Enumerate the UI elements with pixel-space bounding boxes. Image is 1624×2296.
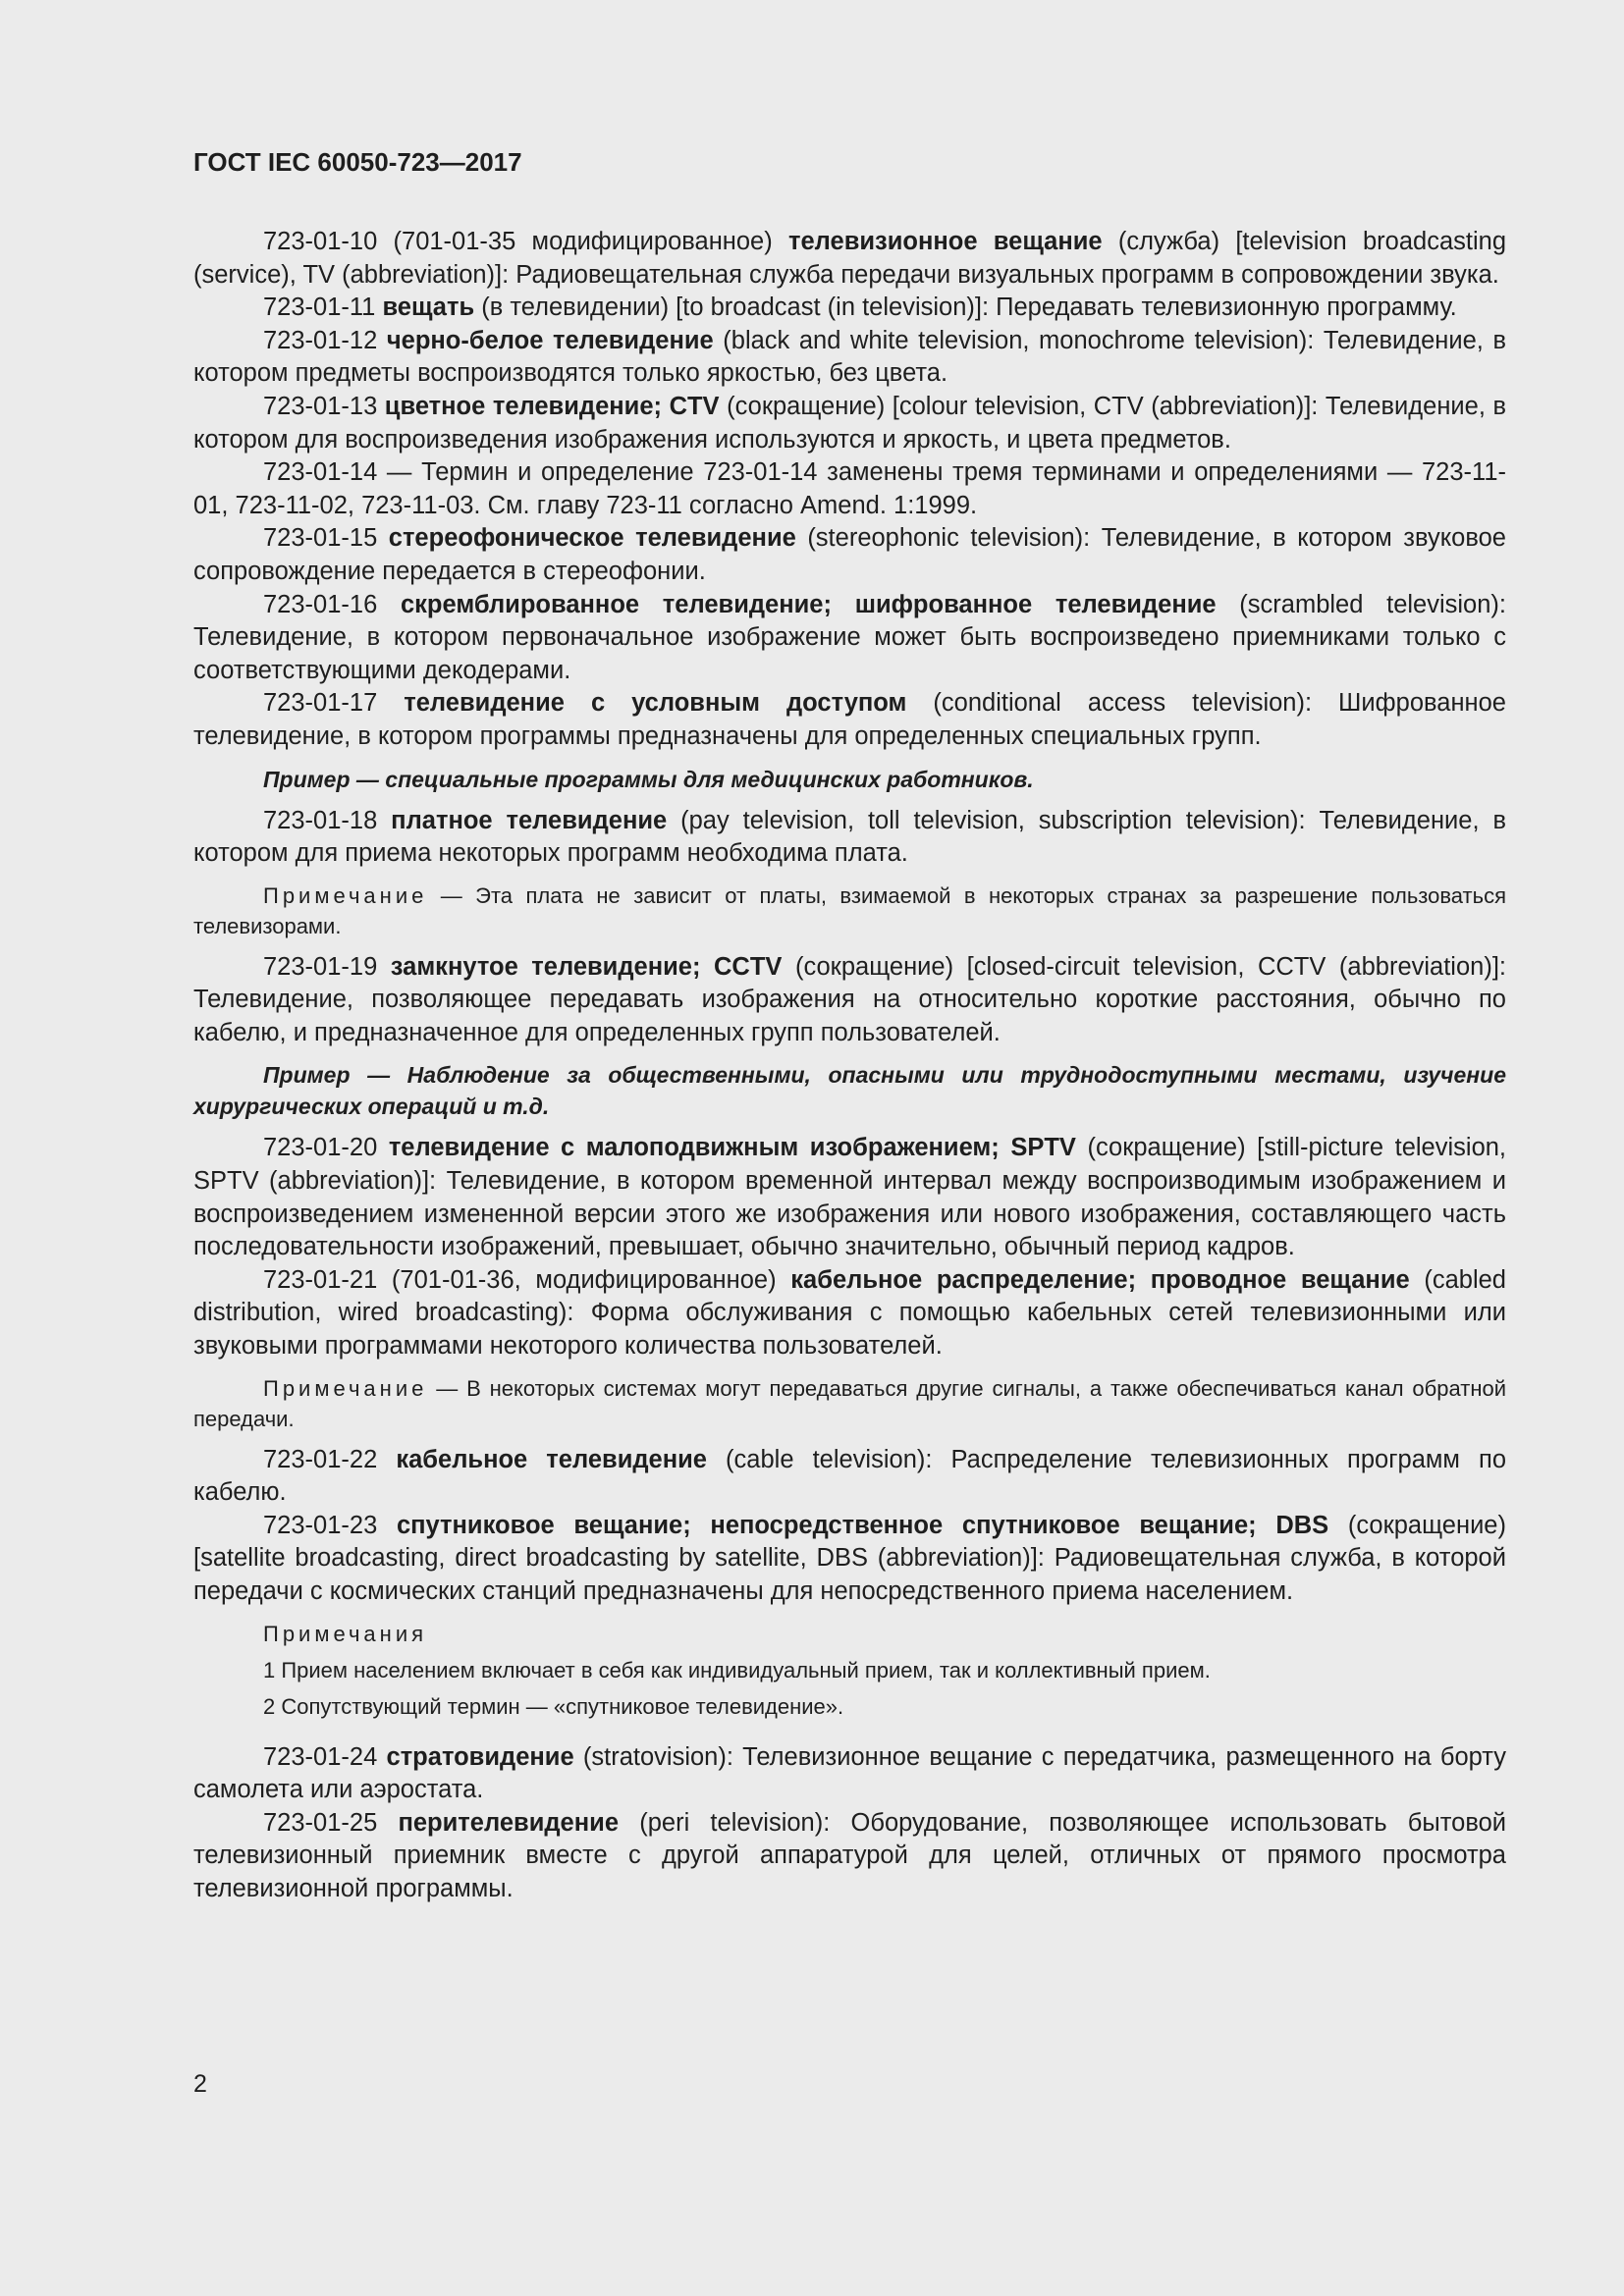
term-text: 723-01-13 xyxy=(263,392,385,420)
note-text: — В некоторых системах могут передаваться другие сигналы, а также обеспечиваться канал обратной передачи. xyxy=(193,1375,1506,1431)
term-text: (сокращение) [still-picture television, SPTV (abbreviation)]: Телевидение, в котором временной интервал между воспроизводимым изображением и воспроизведением измененной версии этого же изображения или нового изображения, составляющего часть последовательности изображений, превышает, обычно значительно, обычный период кадров. xyxy=(193,1134,1507,1261)
term-text: 723-01-18 xyxy=(263,806,392,834)
term-text: 723-01-22 xyxy=(263,1445,397,1473)
term-text: 723-01-25 xyxy=(263,1808,399,1837)
notes-label: Примечания xyxy=(263,1621,428,1646)
term-entry xyxy=(193,456,1506,522)
term-name: цветное телевидение; CTV xyxy=(384,392,720,420)
term-text: (pay television, toll television, subscription television): Телевидение, в котором для приема некоторых программ необходима плата. xyxy=(193,806,1506,868)
term-name: перителевидение xyxy=(398,1808,620,1837)
term-entry xyxy=(193,1264,1506,1363)
term-text: 723-01-19 xyxy=(263,952,391,981)
term-entry xyxy=(193,1444,1506,1510)
note-label: Примечание xyxy=(263,1375,428,1401)
note-label: Примечание xyxy=(263,882,428,908)
example-text: Пример — Наблюдение за общественными, опасными или труднодоступными местами, изучение хирургических операций и т.д. xyxy=(193,1062,1506,1120)
term-entry xyxy=(193,1741,1506,1807)
term-name: спутниковое вещание; непосредственное спутниковое вещание; DBS xyxy=(396,1511,1329,1539)
spacer xyxy=(193,1722,1506,1732)
term-text: (stratovision): Телевизионное вещание с передатчика, размещенного на борту самолета или аэростата. xyxy=(193,1742,1507,1804)
term-text: (scrambled television): Телевидение, в котором первоначальное изображение может быть воспроизведено приемниками только с соответствующими декодерами. xyxy=(193,590,1506,684)
note xyxy=(193,1373,1506,1434)
term-entry xyxy=(193,1132,1506,1263)
term-text: 723-01-24 xyxy=(263,1742,387,1771)
term-text: (сокращение) [closed-circuit television, CCTV (abbreviation)]: Телевидение, позволяющее передавать изображения на относительно короткие расстояния, обычно по кабелю, и предназначенное для определенных групп пользователей. xyxy=(193,952,1506,1046)
document-body xyxy=(193,226,1506,1906)
term-text: (сокращение) [satellite broadcasting, direct broadcasting by satellite, DBS (abbreviation)]: Радиовещательная служба, в которой передачи с космических станций предназначены для непосредственного приема населением. xyxy=(193,1511,1506,1605)
term-text: (peri television): Оборудование, позволяющее использовать бытовой телевизионный приемник вместе с другой аппаратурой для целей, отличных от прямого просмотра телевизионной программы. xyxy=(193,1808,1506,1902)
term-entry xyxy=(193,1807,1506,1906)
term-entry xyxy=(193,325,1506,391)
term-name: телевидение с условным доступом xyxy=(404,689,907,718)
term-text: 723-01-10 (701-01-35 модифицированное) xyxy=(263,228,788,255)
note-text: — Эта плата не зависит от платы, взимаемой в некоторых странах за разрешение пользоваться телевизорами. xyxy=(193,882,1506,938)
note-item: 2 Сопутствующий термин — «спутниковое телевидение». xyxy=(263,1693,844,1719)
term-text: 723-01-23 xyxy=(263,1511,397,1539)
term-text: (cable television): Распределение телевизионных программ по кабелю. xyxy=(193,1445,1507,1507)
term-entry xyxy=(193,805,1506,871)
term-name: кабельное распределение; проводное вещание xyxy=(790,1265,1410,1294)
term-name: стереофоническое телевидение xyxy=(388,524,796,553)
term-name: стратовидение xyxy=(386,1742,574,1771)
term-entry xyxy=(193,687,1506,753)
term-name: замкнутое телевидение; CCTV xyxy=(390,952,783,981)
term-text: 723-01-20 xyxy=(263,1134,389,1162)
term-text: (stereophonic television): Телевидение, в котором звуковое сопровождение передается в стереофонии. xyxy=(193,524,1506,585)
example-text: Пример — специальные программы для медицинских работников. xyxy=(263,766,1034,792)
term-entry xyxy=(193,522,1506,588)
term-text: (cabled distribution, wired broadcasting): Форма обслуживания с помощью кабельных сетей телевизионными или звуковыми программами некоторого количества пользователей. xyxy=(193,1265,1506,1361)
term-entry xyxy=(193,951,1506,1050)
term-text: 723-01-17 xyxy=(263,689,405,718)
term-text: 723-01-21 (701-01-36, модифицированное) xyxy=(263,1265,791,1294)
term-text: (black and white television, monochrome television): Телевидение, в котором предметы воспроизводятся только яркостью, без цвета. xyxy=(193,326,1507,388)
term-text: 723-01-12 xyxy=(263,326,387,354)
term-name: телевидение с малоподвижным изображением; SPTV xyxy=(388,1134,1076,1162)
term-text: 723-01-11 xyxy=(263,294,383,322)
term-text: (служба) [television broadcasting (service), TV (abbreviation)]: Радиовещательная служба передачи визуальных программ в сопровождении звука. xyxy=(193,228,1507,289)
term-text: (в телевидении) [to broadcast (in television)]: Передавать телевизионную программу. xyxy=(474,294,1457,322)
term-entry xyxy=(193,226,1506,292)
term-entry xyxy=(193,292,1506,325)
term-name: телевизионное вещание xyxy=(787,228,1103,255)
term-text: (conditional access television): Шифрованное телевидение, в котором программы предназначены для определенных специальных групп. xyxy=(193,689,1506,750)
term-entry xyxy=(193,589,1506,688)
note-item: 1 Прием населением включает в себя как индивидуальный прием, так и коллективный прием. xyxy=(263,1657,1211,1682)
term-text: (сокращение) [colour television, CTV (abbreviation)]: Телевидение, в котором для воспроизведения изображения используются и яркость, и цвета предметов. xyxy=(193,392,1506,454)
term-name: кабельное телевидение xyxy=(396,1445,707,1473)
term-name: скремблированное телевидение; шифрованное телевидение xyxy=(400,590,1217,618)
term-text: 723-01-14 — Термин и определение 723-01-14 заменены тремя терминами и определениями — 723-11-01, 723-11-02, 723-11-03. См. главу 723-11 согласно Amend. 1:1999. xyxy=(193,458,1506,519)
term-name: платное телевидение xyxy=(391,806,668,834)
term-name: вещать xyxy=(382,294,475,322)
term-text: 723-01-15 xyxy=(263,524,389,553)
term-text: 723-01-16 xyxy=(263,590,401,618)
term-entry xyxy=(193,1510,1506,1609)
term-name: черно-белое телевидение xyxy=(386,326,714,354)
note xyxy=(193,881,1506,941)
document-header: ГОСТ IEC 60050-723—2017 xyxy=(193,147,522,177)
page-number: 2 xyxy=(193,2070,207,2098)
term-entry xyxy=(193,391,1506,456)
